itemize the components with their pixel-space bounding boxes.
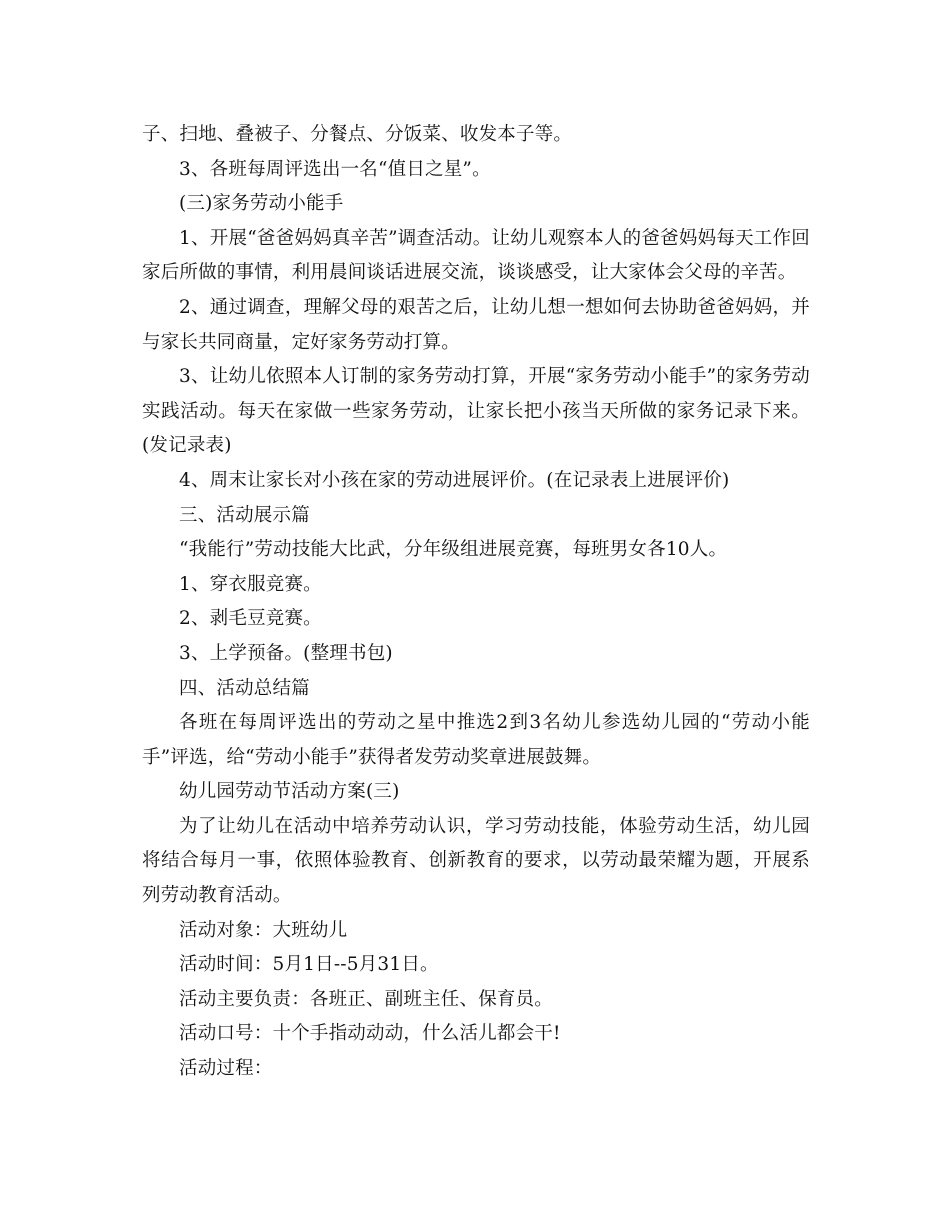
activity-target: 活动对象：大班幼儿 — [179, 919, 348, 941]
section-heading-showcase: 三、活动展示篇 — [179, 504, 310, 526]
list-item-1: 1、穿衣服竞赛。 — [179, 573, 322, 595]
plan-title: 幼儿园劳动节活动方案(三) — [179, 781, 400, 803]
list-item-3: 3、上学预备。(整理书包) — [179, 642, 393, 664]
paragraph-13: 各班在每周评选出的劳动之星中推选2到3名幼儿参选幼儿园的“劳动小能手”评选，给“劳动小能手”获得者发劳动奖章进展鼓舞。 — [142, 712, 810, 768]
section-heading-household: (三)家务劳动小能手 — [179, 193, 344, 215]
paragraph-6: 4、周末让家长对小孩在家的劳动进展评价。(在记录表上进展评价) — [179, 469, 730, 491]
list-item-2: 2、剥毛豆竞赛。 — [179, 608, 322, 630]
paragraph-8: “我能行”劳动技能大比武，分年级组进展竞赛，每班男女各10人。 — [179, 539, 728, 561]
paragraph-3: 1、开展“爸爸妈妈真辛苦”调查活动。让幼儿观察本人的爸爸妈妈每天工作回家后所做的事情，利用晨间谈话进展交流，谈谈感受，让大家体会父母的辛苦。 — [142, 227, 810, 284]
activity-slogan: 活动口号：十个手指动动动，什么活儿都会干! — [179, 1023, 561, 1045]
paragraph-0: 子、扫地、叠被子、分餐点、分饭菜、收发本子等。 — [142, 124, 573, 145]
activity-process: 活动过程： — [179, 1058, 273, 1080]
paragraph-1: 3、各班每周评选出一名“值日之星”。 — [179, 158, 491, 180]
paragraph-15: 为了让幼儿在活动中培养劳动认识，学习劳动技能，体验劳动生活，幼儿园将结合每月一事，依照体验教育、创新教育的要求，以劳动最荣耀为题，开展系列劳动教育活动。 — [142, 815, 810, 907]
activity-owner: 活动主要负责：各班正、副班主任、保育员。 — [179, 988, 554, 1010]
activity-time: 活动时间：5月1日--5月31日。 — [179, 954, 439, 976]
paragraph-5: 3、让幼儿依照本人订制的家务劳动打算，开展“家务劳动小能手”的家务劳动实践活动。每天在家做一些家务劳动，让家长把小孩当天所做的家务记录下来。(发记录表) — [142, 366, 810, 457]
document-body — [142, 118, 810, 1087]
section-heading-summary: 四、活动总结篇 — [179, 677, 310, 699]
paragraph-4: 2、通过调查，理解父母的艰苦之后，让幼儿想一想如何去协助爸爸妈妈，并与家长共同商量，定好家务劳动打算。 — [142, 296, 810, 353]
